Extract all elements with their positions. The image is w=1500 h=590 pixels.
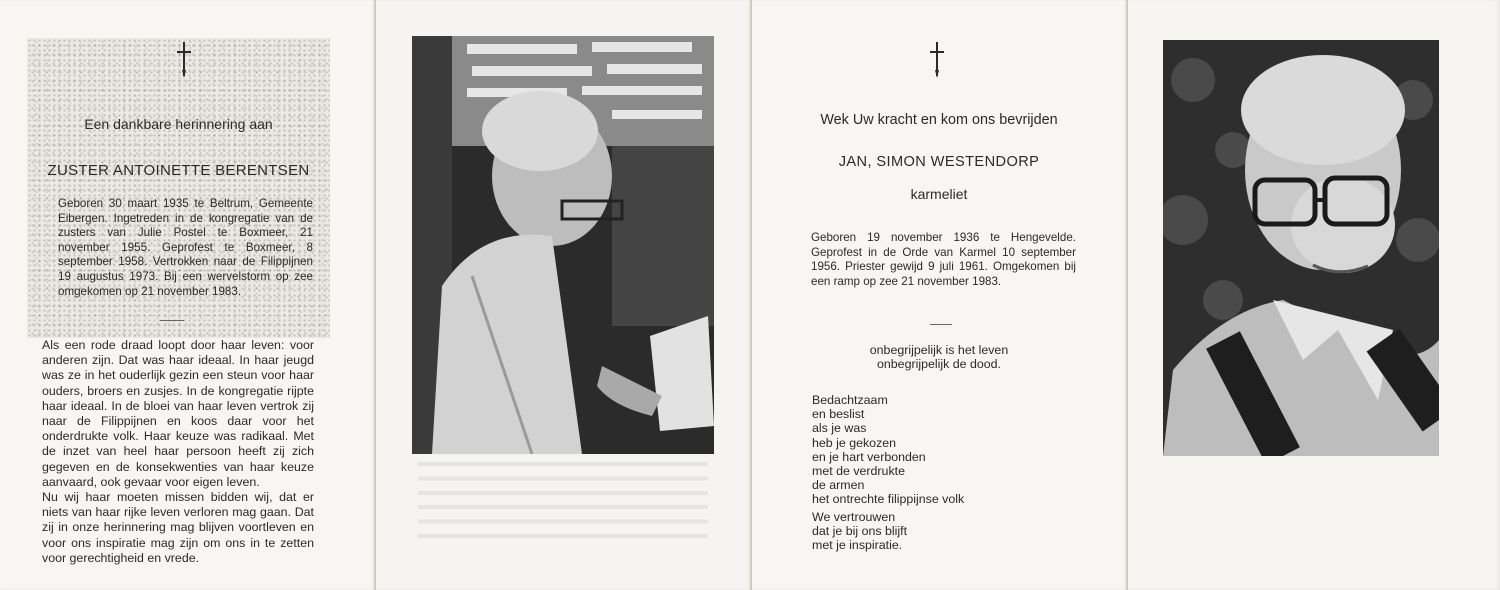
fold-line xyxy=(750,0,752,590)
poem-line: en je hart verbonden xyxy=(812,449,926,464)
poem-intro xyxy=(751,343,1127,371)
portrait-photo-man xyxy=(412,36,714,454)
cross-icon xyxy=(927,40,947,80)
memorial-heading: Een dankbare herinnering aan xyxy=(84,116,273,132)
poem-line: onbegrijpelijk de dood. xyxy=(877,357,1001,372)
cross-icon xyxy=(174,40,194,80)
poem-line: de armen xyxy=(812,478,865,493)
poem-line: als je was xyxy=(812,421,867,436)
bleed-through-text xyxy=(418,462,708,544)
deceased-role: karmeliet xyxy=(910,186,968,202)
divider xyxy=(930,324,952,325)
poem-line: onbegrijpelijk is het leven xyxy=(869,343,1009,357)
biography-text: Geboren 30 maart 1935 te Beltrum, Gemeente Eibergen. Ingetreden in de kongregatie van de zusters van Julie Postel te Boxmeer, 21 november 1955. Geprofest te Boxmeer, 8 september 1958. Vertrokken naar de Filippijnen 19 augustus 1973. Bij een wervelstorm op zee omgekomen op 21 november 1983. xyxy=(58,197,313,298)
poem-line: met de verdrukte xyxy=(812,464,905,479)
divider xyxy=(160,320,184,321)
poem-line: Bedachtzaam xyxy=(812,393,888,407)
poem-line: het ontrechte filippijnse volk xyxy=(812,492,965,507)
fold-line xyxy=(374,0,376,590)
poem-line: We vertrouwen xyxy=(812,510,896,524)
memorial-text xyxy=(42,338,314,566)
memorial-heading: Wek Uw kracht en kom ons bevrijden xyxy=(820,112,1058,128)
biography-text: Geboren 19 november 1936 te Hengevelde. Geprofest in de Orde van Karmel 10 september 1956. Priester gewijd 9 juli 1961. Omgekomen bij een ramp op zee 21 november 1983. xyxy=(811,231,1076,288)
poem-line: dat je bij ons blijft xyxy=(812,524,908,539)
poem-line: met je inspiratie. xyxy=(812,538,903,553)
deceased-name: ZUSTER ANTOINETTE BERENTSEN xyxy=(47,162,310,179)
memorial-paragraph: Nu wij haar moeten missen bidden wij, dat er niets van haar rijke leven verloren mag gaan. Dat zij in onze herinnering mag blijven voortleven en voor ons inspiratie mag zijn om ons in te zetten voor gerechtigheid en vrede. xyxy=(42,490,314,565)
fold-line xyxy=(1126,0,1128,590)
portrait-photo-woman xyxy=(1163,40,1439,456)
memorial-paragraph: Als een rode draad loopt door haar leven: voor anderen zijn. Dat was haar ideaal. In haar jeugd was ze in het ouderlijk gezin een steun voor haar ouders, broers en zusjes. In de kongregatie rijpte haar ideaal. In de bloei van haar leven vertrok zij naar de Filippijnen en koos daar voor het onderdrukte volk. Haar keuze was radikaal. Met de inzet van heel haar persoon heeft zij zich gegeven en de konsekwenties van haar keuze aanvaard, ook gevaar voor eigen leven. xyxy=(42,338,314,489)
deceased-name: JAN, SIMON WESTENDORP xyxy=(838,154,1040,170)
poem-line: heb je gekozen xyxy=(812,435,897,450)
poem-closing xyxy=(812,510,907,553)
poem-line: en beslist xyxy=(812,407,865,422)
poem-body xyxy=(812,393,964,507)
